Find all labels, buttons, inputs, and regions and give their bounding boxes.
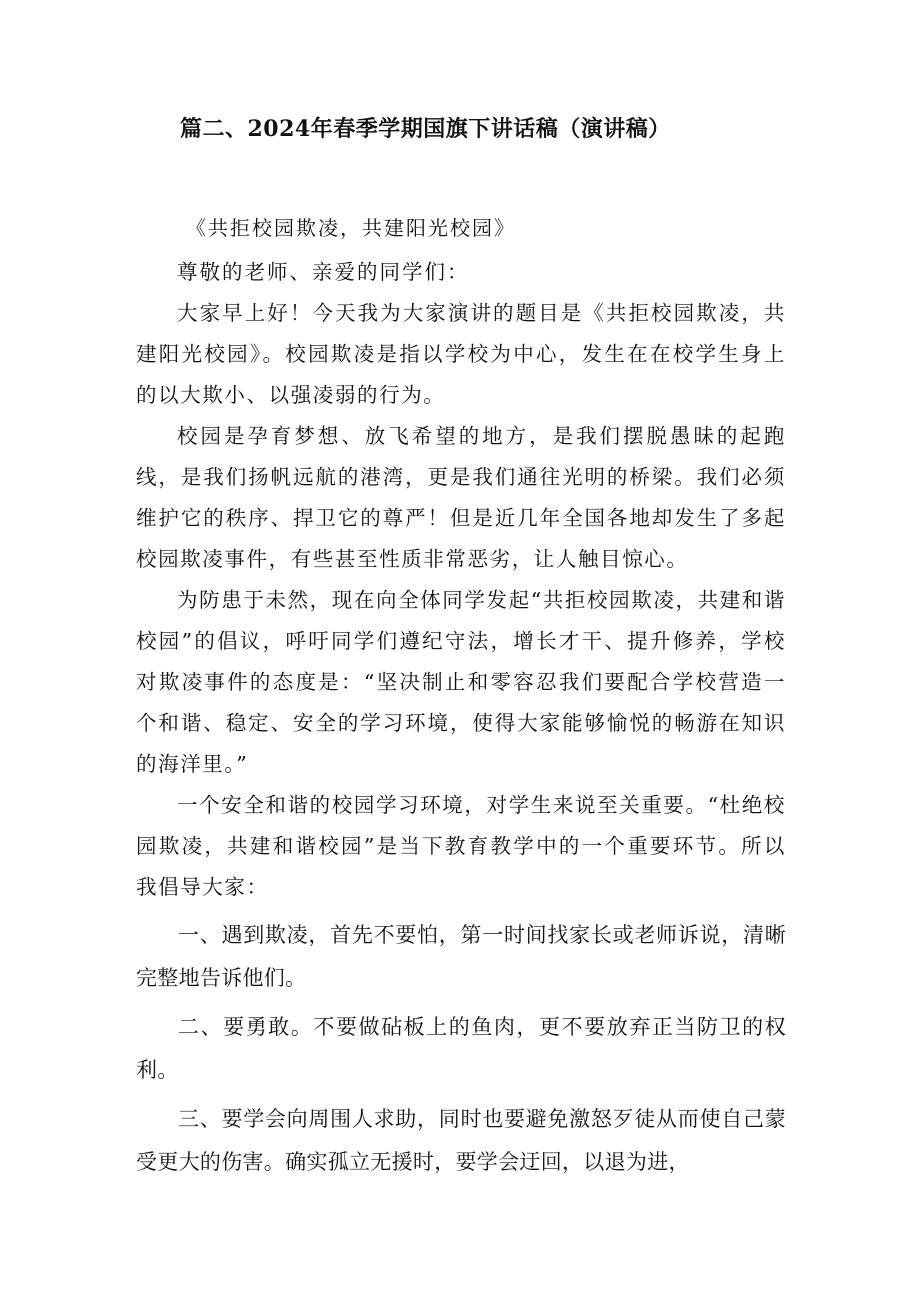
greeting: 尊敬的老师、亲爱的同学们： — [177, 260, 470, 284]
speech-subtitle: 《共拒校园欺凌，共建阳光校园》 — [186, 216, 516, 240]
advice-item: 一、遇到欺凌，首先不要怕，第一时间找家长或老师诉说，清晰完整地告诉他们。 — [136, 923, 786, 990]
paragraph: 校园是孕育梦想、放飞希望的地方，是我们摆脱愚昧的起跑线，是我们扬帆远航的港湾，更是我们通往光明的桥梁。我们必须维护它的秩序、捍卫它的尊严！但是近几年全国各地却发生了多起校园欺凌事件，有些甚至性质非常恶劣，让人触目惊心。 — [136, 424, 786, 571]
paragraph: 大家早上好！今天我为大家演讲的题目是《共拒校园欺凌，共建阳光校园》。校园欺凌是指以学校为中心，发生在在校学生身上的以大欺小、以强凌弱的行为。 — [136, 301, 786, 407]
paragraph: 一个安全和谐的校园学习环境，对学生来说至关重要。“杜绝校园欺凌，共建和谐校园”是当下教育教学中的一个重要环节。所以我倡导大家： — [136, 793, 786, 899]
advice-item: 二、要勇敢。不要做砧板上的鱼肉，更不要放弃正当防卫的权利。 — [136, 1015, 786, 1082]
advice-item: 三、要学会向周围人求助，同时也要避免激怒歹徒从而使自己蒙受更大的伤害。确实孤立无援时，要学会迂回，以退为进， — [136, 1107, 786, 1174]
document-body — [136, 252, 786, 1184]
paragraph: 为防患于未然，现在向全体同学发起“共拒校园欺凌，共建和谐校园”的倡议，呼吁同学们遵纪守法，增长才干、提升修养，学校对欺凌事件的态度是：“坚决制止和零容忍我们要配合学校营造一个和谐、稳定、安全的学习环境，使得大家能够愉悦的畅游在知识的海洋里。” — [136, 588, 786, 776]
document-title: 篇二、2024年春季学期国旗下讲话稿（演讲稿） — [180, 116, 671, 142]
